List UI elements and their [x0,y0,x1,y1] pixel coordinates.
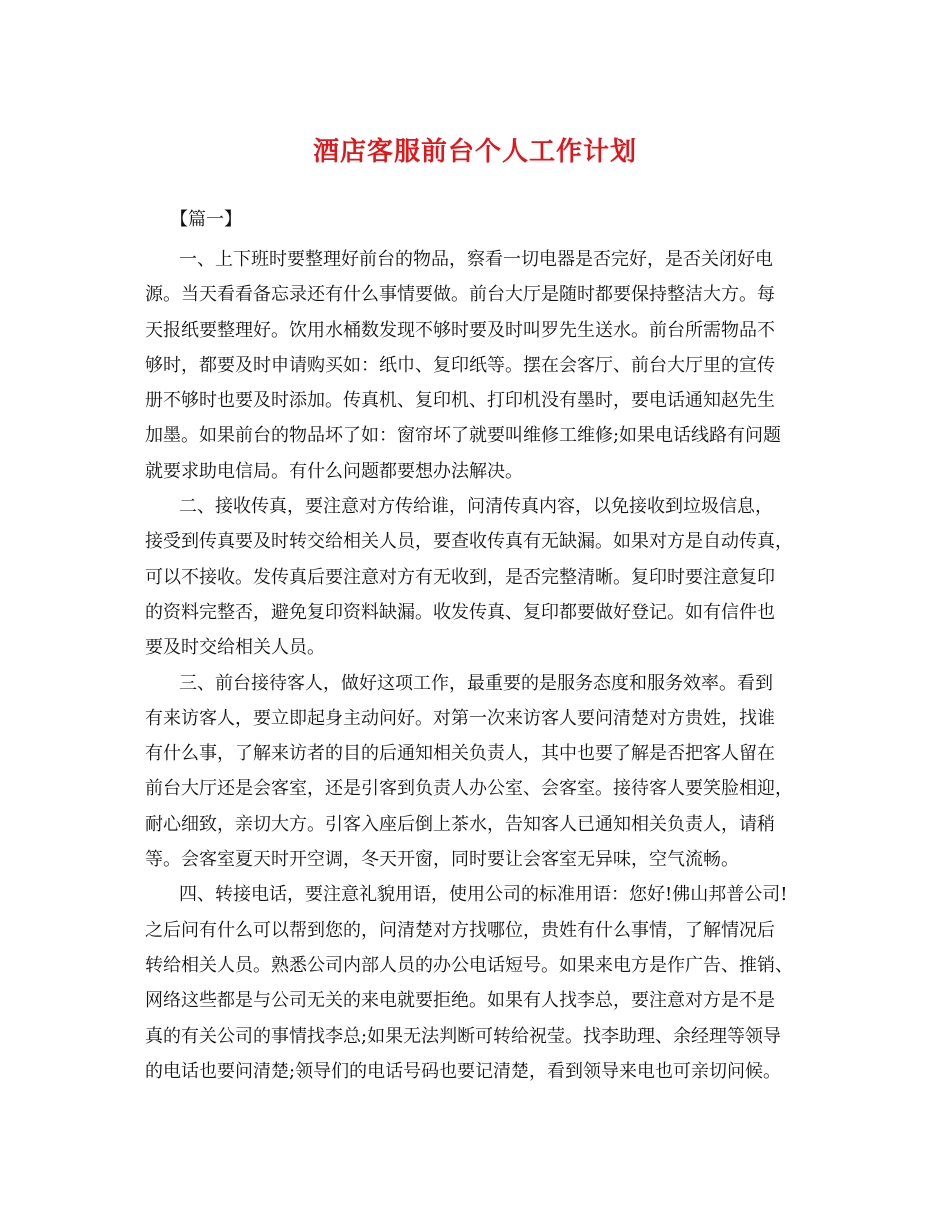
paragraph-line: 四、转接电话，要注意礼貌用语，使用公司的标准用语：您好!佛山邦普公司! [179,884,788,906]
paragraph-line: 有什么事，了解来访者的目的后通知相关负责人，其中也要了解是否把客人留在 [145,743,775,765]
paragraph-line: 前台大厅还是会客室，还是引客到负责人办公室、会客室。接待客人要笑脸相迎， [145,778,793,800]
paragraph [145,242,805,489]
paragraph-line: 一、上下班时要整理好前台的物品，察看一切电器是否完好，是否关闭好电 [179,249,773,270]
paragraph-line: 可以不接收。发传真后要注意对方有无收到，是否完整清晰。复印时要注意复印 [145,566,775,588]
paragraph-line: 接受到传真要及时转交给相关人员，要查收传真有无缺漏。如果对方是自动传真， [145,531,793,553]
paragraph-line: 册不够时也要及时添加。传真机、复印机、打印机没有墨时，要电话通知赵先生 [145,390,775,412]
paragraph-line: 要及时交给相关人员。 [145,637,325,659]
paragraph-line: 真的有关公司的事情找李总;如果无法判断可转给祝莹。找李助理、余经理等领导 [145,1025,782,1047]
paragraph [145,877,805,1089]
paragraph-line: 等。会客室夏天时开空调，冬天开窗，同时要让会客室无异味，空气流畅。 [145,849,739,871]
paragraph-line: 之后问有什么可以帮到您的，问清楚对方找哪位，贵姓有什么事情，了解情况后 [145,919,775,941]
paragraph-line: 源。当天看看备忘录还有什么事情要做。前台大厅是随时都要保持整洁大方。每 [145,284,775,306]
paragraph-line: 的电话也要问清楚;领导们的电话号码也要记清楚，看到领导来电也可亲切问候。 [145,1060,782,1082]
paragraph-line: 加墨。如果前台的物品坏了如：窗帘坏了就要叫维修工维修;如果电话线路有问题 [145,425,782,447]
paragraph-line: 三、前台接待客人，做好这项工作，最重要的是服务态度和服务效率。看到 [179,672,773,694]
paragraph-line: 有来访客人，要立即起身主动问好。对第一次来访客人要问清楚对方贵姓，找谁 [145,707,775,729]
paragraph-line: 网络这些都是与公司无关的来电就要拒绝。如果有人找李总，要注意对方是不是 [145,990,775,1012]
paragraph-line: 的资料完整否，避免复印资料缺漏。收发传真、复印都要做好登记。如有信件也 [145,601,775,623]
paragraph-line: 二、接收传真，要注意对方传给谁，问清传真内容，以免接收到垃圾信息， [179,496,773,518]
paragraph-line: 就要求助电信局。有什么问题都要想办法解决。 [145,460,523,482]
paragraph [145,666,805,878]
paragraph-line: 天报纸要整理好。饮用水桶数发现不够时要及时叫罗先生送水。前台所需物品不 [145,319,775,341]
paragraph-line: 耐心细致，亲切大方。引客入座后倒上茶水，告知客人已通知相关负责人，请稍 [145,813,775,835]
paragraph-line: 转给相关人员。熟悉公司内部人员的办公电话短号。如果来电方是作广告、推销、 [145,954,793,976]
page-title: 酒店客服前台个人工作计划 [312,137,637,167]
section-label: 【篇一】 [170,209,242,230]
document-body [145,242,805,1089]
paragraph [145,489,805,665]
paragraph-line: 够时，都要及时申请购买如：纸巾、复印纸等。摆在会客厅、前台大厅里的宣传 [145,354,775,376]
